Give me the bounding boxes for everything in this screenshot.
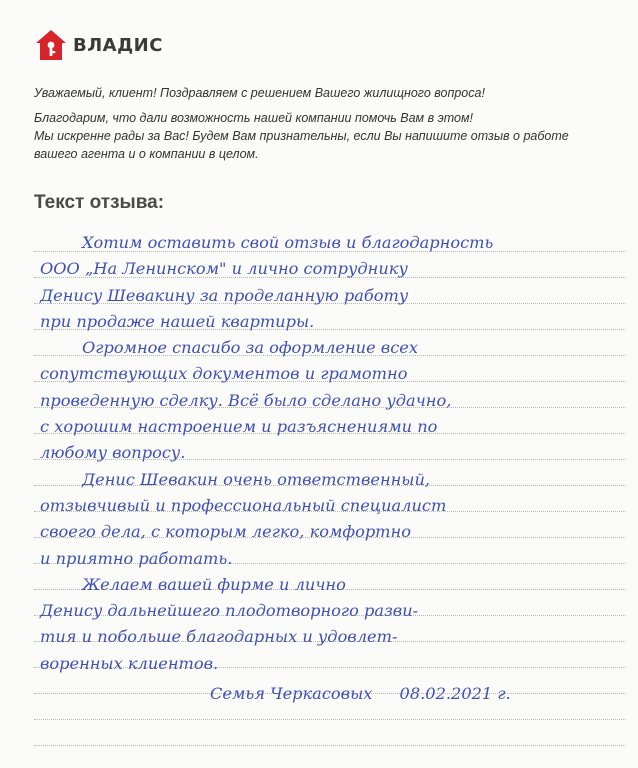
review-line: Денису Шевакину за проделанную работу — [40, 285, 409, 305]
review-line: проведенную сделку. Всё было сделано удачно, — [40, 390, 452, 410]
review-section-title: Текст отзыва: — [34, 192, 165, 213]
review-line: Огромное спасибо за оформление всех — [82, 338, 418, 358]
review-line: Хотим оставить свой отзыв и благодарность — [82, 233, 494, 252]
handwritten-review — [40, 230, 620, 707]
thanks-line-3: вашего агента и о компании в целом. — [34, 147, 259, 161]
review-line: Желаем вашей фирме и лично — [82, 574, 346, 594]
review-line: своего дела, с которым легко, комфортно — [40, 522, 411, 542]
ruled-line — [34, 720, 626, 746]
signature: Семья Черкасовых — [210, 684, 373, 704]
review-line: тия и побольше благодарных и удовлет- — [40, 627, 398, 647]
review-line: Денис Шевакин очень ответственный, — [82, 469, 431, 489]
house-key-logo-icon — [34, 28, 68, 62]
intro-text — [34, 84, 604, 163]
review-line: и приятно работать. — [40, 548, 233, 568]
signature-date: 08.02.2021 г. — [399, 684, 511, 704]
brand-name: ВЛАДИС — [73, 34, 163, 56]
review-line: сопутствующих документов и грамотно — [40, 364, 408, 384]
review-line: отзывчивый и профессиональный специалист — [40, 495, 447, 515]
review-line: ООО „На Ленинском" и лично сотруднику — [40, 259, 408, 279]
signature-line — [40, 681, 620, 707]
thanks-line-2: Мы искренне рады за Вас! Будем Вам признательны, если Вы напишите отзыв о работе — [34, 129, 569, 143]
review-line: воренных клиентов. — [40, 653, 219, 673]
thanks-line-1: Благодарим, что дали возможность нашей компании помочь Вам в этом! — [34, 111, 474, 125]
review-line: любому вопросу. — [40, 443, 186, 463]
review-line: Денису дальнейшего плодотворного разви- — [40, 601, 419, 621]
review-line: с хорошим настроением и разъяснениями по — [40, 417, 438, 437]
greeting-text: Уважаемый, клиент! Поздравляем с решением Вашего жилищного вопроса! — [34, 86, 485, 100]
review-line: при продаже нашей квартиры. — [40, 311, 315, 331]
header — [34, 26, 163, 64]
